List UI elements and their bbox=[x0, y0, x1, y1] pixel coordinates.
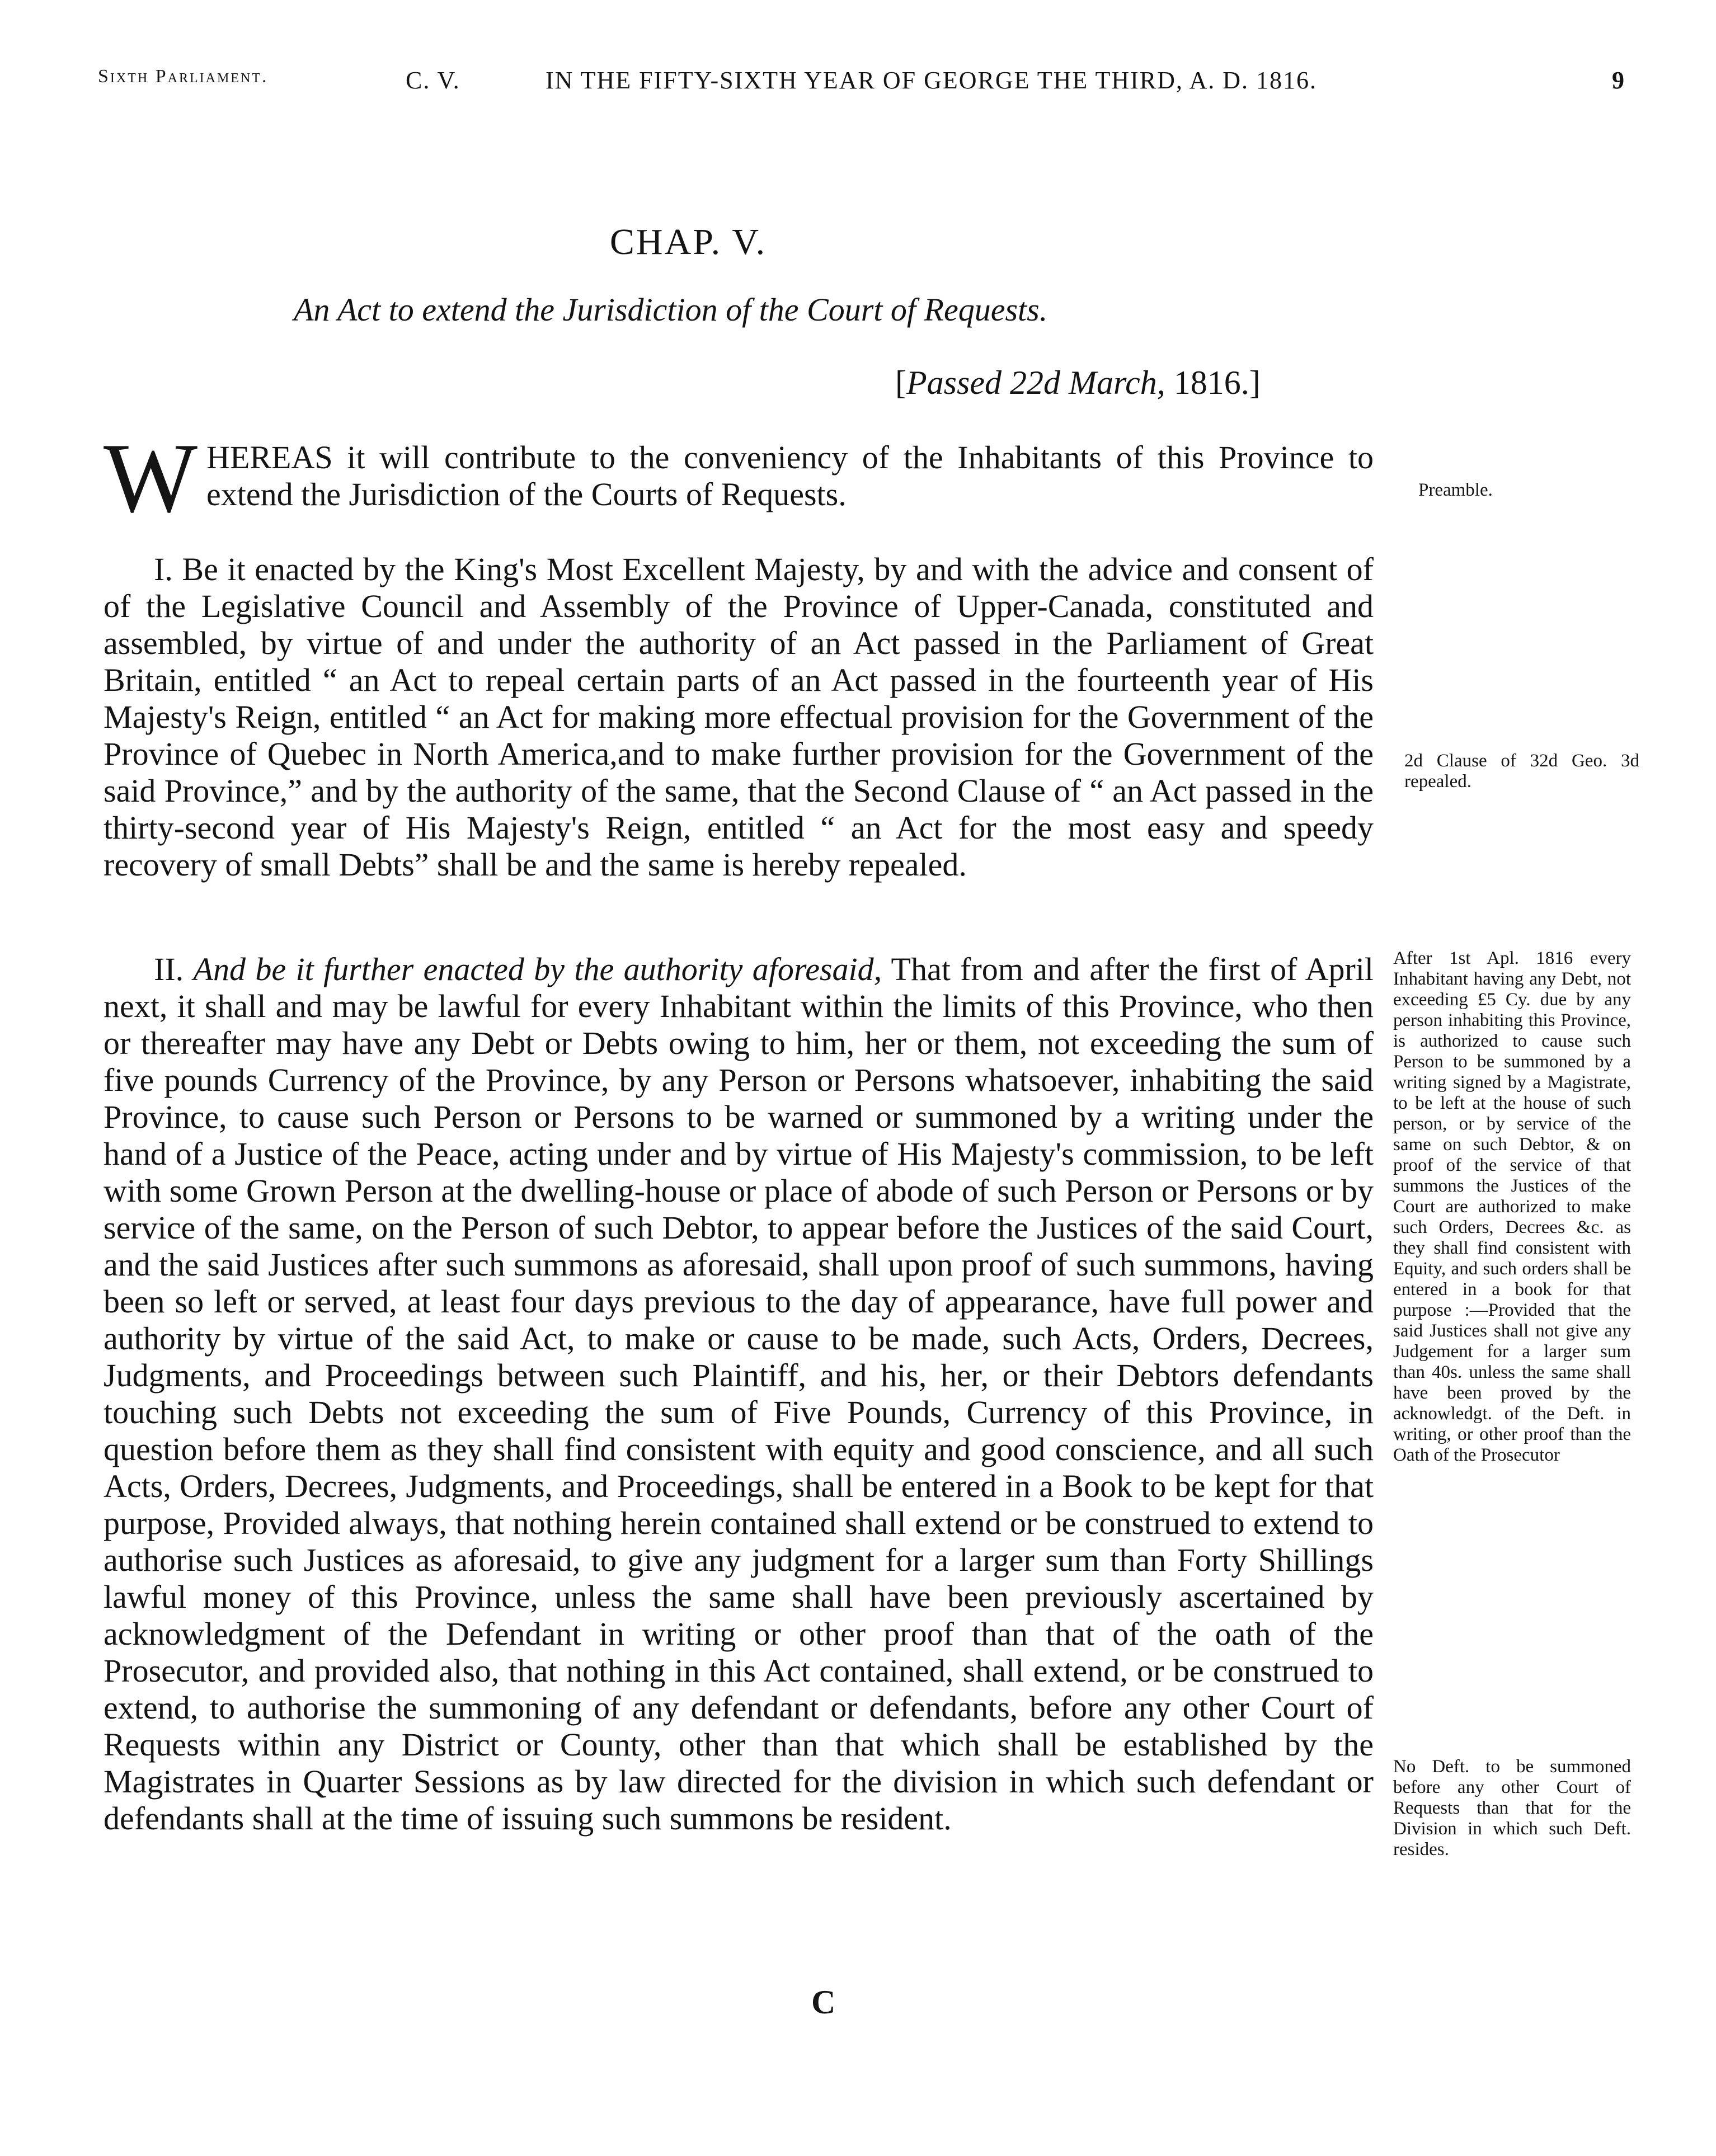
preamble-paragraph bbox=[104, 422, 1374, 533]
passed-bracket-open: [ bbox=[895, 364, 906, 401]
chapter-heading: CHAP. V. bbox=[609, 222, 767, 262]
section-2-text: That from and after the first of April next, it shall and may be lawful for every Inhabitant within the limits of this Province, who then or thereafter may have any Debt or Debts owing to him, her or them, not exceeding the sum of five pounds Currency of the Province, by any Person or Persons whatsoever, inhabiting the said Province, to cause such Person or Persons to be warned or summoned by a writing under the hand of a Justice of the Peace, acting under and by virtue of His Majesty's commission, to be left with some Grown Person at the dwelling-house or place of abode of such Person or Persons or by service of the same, on the Person of such Debtor, to appear before the Justices of the said Court, and the said Justices after such summons as aforesaid, shall upon proof of such summons, having been so left or served, at least four days previous to the day of appearance, have full power and authority by virtue of the said Act, to make or cause to be made, such Acts, Orders, Decrees, Judgments, and Proceedings between such Plaintiff, and his, her, or their Debtors defendants touching such Debts not exceeding the sum of Five Pounds, Currency of this Province, in question before them as they shall find consistent with equity and good conscience, and all such Acts, Orders, Decrees, Judgments, and Proceedings, shall be entered in a Book to be kept for that purpose, Provided always, that nothing herein contained shall extend or be construed to extend to authorise such Justices as aforesaid, to give any judgment for a larger sum than Forty Shillings lawful money of this Province, unless the same shall have been previously ascertained by acknowledgment of the Defendant in writing or other proof than that of the oath of the Prosecutor, and provided also, that nothing in this Act contained, shall extend, or be construed to extend, to authorise the summoning of any defendant or defendants, before any other Court of Requests within any District or County, other than that which shall be established by the Magistrates in Quarter Sessions as by law directed for the division in which such defendant or defendants shall at the time of issuing such summons be resident. bbox=[104, 951, 1374, 1837]
margin-note-after-april: After 1st Apl. 1816 every Inhabitant having any Debt, not exceeding £5 Cy. due by any person inhabiting this Province, is authorized to cause such Person to be summoned by a writing signed by a Magistrate, to be left at the house of such person, or by service of the same on such Debtor, & on proof of the service of that summons the Justices of the Court are authorized to make such Orders, Decrees &c. as they shall find consistent with Equity, and such orders shall be entered in a book for that purpose :—Provided that the said Justices shall not give any Judgement for a larger sum than 40s. unless the same shall have been proved by the acknowledgt. of the Deft. in writing, or other proof than the Oath of the Prosecutor bbox=[1393, 948, 1631, 1465]
preamble-text: HEREAS it will contribute to the conveniency of the Inhabitants of this Province to extend the Jurisdiction of the Courts of Requests. bbox=[206, 439, 1374, 512]
passed-bracket-close: ] bbox=[1249, 364, 1261, 401]
section-2-enacting-clause: And be it further enacted by the authority aforesaid, bbox=[193, 951, 882, 987]
page-number: 9 bbox=[1612, 67, 1625, 94]
header-parliament: Sixth Parliament. bbox=[98, 66, 269, 87]
signature-mark: C bbox=[811, 1984, 836, 2021]
drop-cap: W bbox=[104, 422, 198, 533]
section-2 bbox=[104, 951, 1374, 1837]
running-header bbox=[98, 66, 1625, 105]
margin-note-no-deft: No Deft. to be summoned before any other Court of Requests than that for the Division in which such Deft. resides. bbox=[1393, 1757, 1631, 1860]
passed-date bbox=[895, 364, 1261, 402]
passed-label: Passed 22d March, bbox=[906, 364, 1165, 401]
act-title: An Act to extend the Jurisdiction of the Court of Requests. bbox=[294, 291, 1048, 328]
margin-note-preamble: Preamble. bbox=[1418, 480, 1493, 500]
passed-year: 1816. bbox=[1173, 364, 1249, 401]
section-2-number: II. bbox=[154, 951, 184, 987]
header-chapter: C. V. bbox=[406, 67, 460, 94]
section-1: I. Be it enacted by the King's Most Excellent Majesty, by and with the advice and consent of of the Legislative Council and Assembly of the Province of Upper-Canada, constituted and assembled, by virtue of and under the authority of an Act passed in the Parliament of Great Britain, entitled “ an Act to repeal certain parts of an Act passed in the fourteenth year of His Majesty's Reign, entitled “ an Act for making more effectual provision for the Government of the Province of Quebec in North America,and to make further provision for the Government of the said Province,” and by the authority of the same, that the Second Clause of “ an Act passed in the thirty-second year of His Majesty's Reign, entitled “ an Act for the most easy and speedy recovery of small Debts” shall be and the same is hereby repealed. bbox=[104, 551, 1374, 883]
margin-note-clause-repealed: 2d Clause of 32d Geo. 3d repealed. bbox=[1404, 751, 1639, 792]
header-title: IN THE FIFTY-SIXTH YEAR OF GEORGE THE THIRD, A. D. 1816. bbox=[546, 67, 1318, 94]
